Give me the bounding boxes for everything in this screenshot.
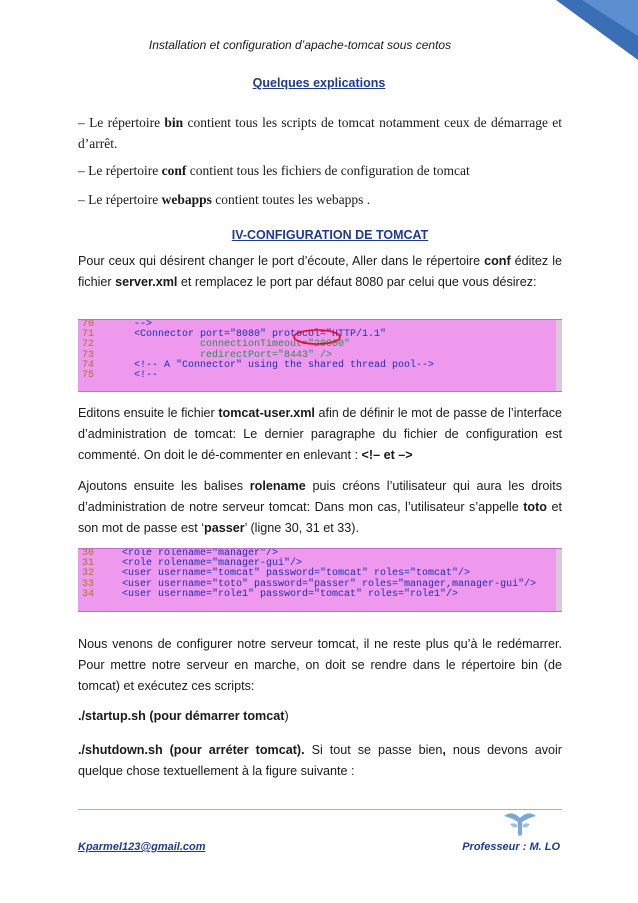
scrollbar bbox=[556, 549, 562, 611]
code-line: 70 --> bbox=[82, 319, 153, 330]
code-line: 75 <!-- bbox=[82, 369, 159, 381]
code-screenshot-tomcat-users bbox=[78, 548, 562, 612]
paragraph-port: Pour ceux qui désirent changer le port d’écoute, Aller dans le répertoire conf éditez le fichier server.xml et remplacez le port par défaut 8080 par celui que vous désirez: bbox=[78, 254, 562, 289]
paragraph-rolename: Ajoutons ensuite les balises rolename puis créons l’utilisateur qui aura les droits d’administration de notre serveur tomcat: Dans mon cas, l’utilisateur s’appelle toto et son mot de passe est ‘passer’ (ligne 30, 31 et 33). bbox=[78, 479, 562, 535]
paragraph-restart: Nous venons de configurer notre serveur tomcat, il ne reste plus qu’à le redémarrer. Pour mettre notre serveur en marche, on doit se rendre dans le répertoire bin (de tomcat) et exécutez ces scripts: bbox=[78, 637, 562, 693]
code-line: 33 <user username="toto" password="passer" roles="manager,manager-gui"/> bbox=[82, 578, 537, 590]
running-header: Installation et configuration d’apache-tomcat sous centos bbox=[148, 38, 452, 52]
port-highlight-circle bbox=[292, 329, 342, 345]
footer-author: Professeur : M. LO bbox=[462, 841, 560, 853]
code-screenshot-server-xml bbox=[78, 319, 562, 392]
code-line: 72 connectionTimeout="20000" bbox=[82, 339, 351, 351]
paragraph-shutdown: ./shutdown.sh (pour arréter tomcat). Si tout se passe bien, nous devons avoir quelque chose textuellement à la figure suivante : bbox=[78, 743, 563, 778]
footer-rule bbox=[78, 809, 562, 810]
code-line: 31 <role rolename="manager-gui"/> bbox=[82, 558, 303, 570]
paragraph-webapps: – Le répertoire webapps contient toutes les webapps . bbox=[78, 192, 371, 207]
code-line: 71 <Connector port="8080" protocol="HTTP/1.1" bbox=[82, 329, 387, 341]
footer-email[interactable]: Kparmel123@gmail.com bbox=[78, 841, 206, 853]
paragraph-startup: ./startup.sh (pour démarrer tomcat) bbox=[78, 709, 289, 723]
page-number: 5 bbox=[593, 30, 600, 44]
code-line: 34 <user username="role1" password="tomcat" roles="role1"/> bbox=[82, 588, 459, 600]
scrollbar bbox=[556, 320, 562, 391]
code-line: 73 redirectPort="8443" /> bbox=[82, 349, 333, 361]
paragraph-conf: – Le répertoire conf contient tous les fichiers de configuration de tomcat bbox=[78, 163, 470, 178]
section-title-explications: Quelques explications bbox=[252, 76, 386, 90]
code-line: 30 <role rolename="manager"/> bbox=[82, 548, 279, 559]
section-title-configuration: IV-CONFIGURATION DE TOMCAT bbox=[231, 228, 429, 242]
code-line: 74 <!-- A "Connector" using the shared thread pool--> bbox=[82, 359, 435, 371]
footer-logo bbox=[502, 808, 538, 838]
code-line: 32 <user username="tomcat" password="tomcat" roles="tomcat"/> bbox=[82, 568, 471, 580]
paragraph-bin: – Le répertoire bin contient tous les scripts de tomcat notamment ceux de démarrage et d’arrêt. bbox=[78, 115, 562, 151]
paragraph-tomcat-user: Editons ensuite le fichier tomcat-user.xml afin de définir le mot de passe de l’interface d’administration de tomcat: Le dernier paragraphe du fichier de configuration est commenté. On doit le dé-commenter en enlevant : <!– et –> bbox=[78, 406, 562, 462]
